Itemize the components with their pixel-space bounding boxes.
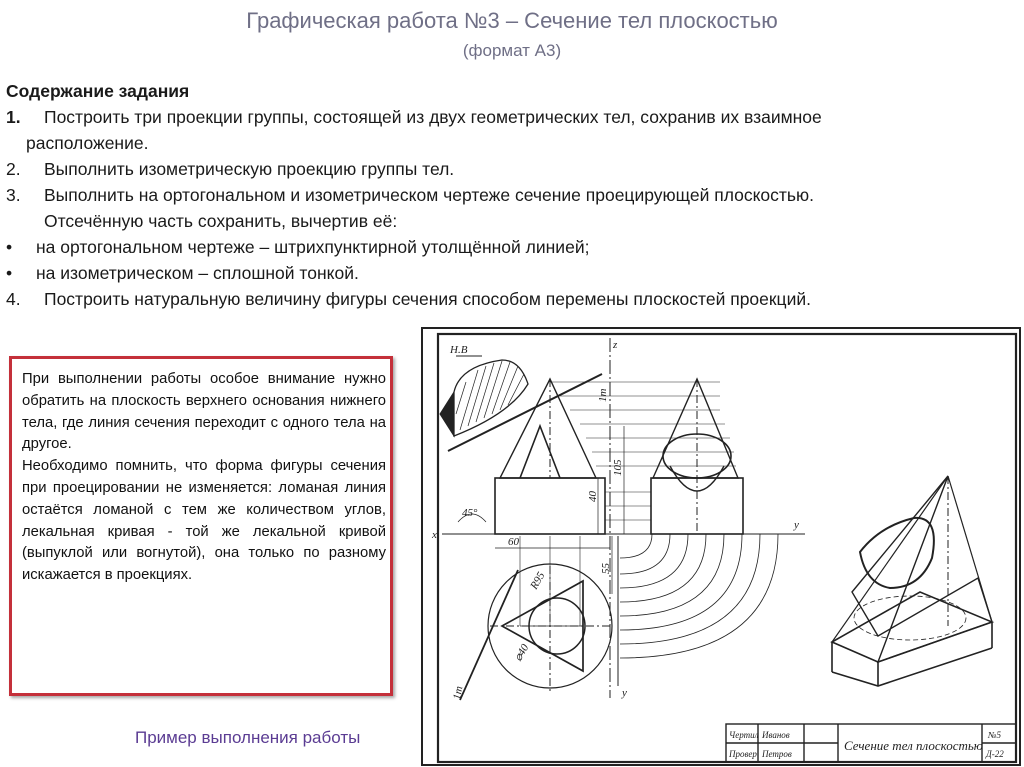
- task-item-3-cont: [6, 208, 1016, 234]
- note-paragraph-2: Необходимо помнить, что форма фигуры сечения при проецировании не изменяется: ломаная линия остаётся ломаной с тем же количеством углов, лекальная кривая - той же лекальной кривой (выпуклой или вогнутой), она только по разному искажается в проекциях.: [22, 458, 386, 584]
- task-bullet-1: [6, 234, 1016, 260]
- note-box: [9, 356, 393, 696]
- label-y: y: [794, 519, 799, 531]
- stamp-checked-label: Провер: [729, 749, 757, 759]
- stamp-name-2: Петров: [762, 749, 792, 759]
- dim-55: 55: [600, 563, 612, 574]
- stamp-name-1: Иванов: [762, 730, 790, 740]
- item-marker: 4.: [6, 289, 21, 309]
- iso-prism-top: [832, 592, 992, 662]
- item-text: Отсечённую часть сохранить, вычертив её:: [44, 211, 398, 231]
- front-cone: [500, 379, 596, 478]
- item-marker: 3.: [6, 185, 21, 205]
- item-text: на ортогональном чертеже – штрихпунктирной утолщённой линией;: [36, 237, 590, 257]
- transfer-arcs: [620, 534, 778, 658]
- example-caption: Пример выполнения работы: [135, 728, 361, 747]
- section-fill: [440, 392, 454, 436]
- label-1m-bottom: 1m: [451, 685, 466, 701]
- dim-d40: ⌀40: [512, 642, 532, 664]
- page-title: Графическая работа №3 – Сечение тел плоскостью: [246, 8, 778, 33]
- projection-lines: [520, 382, 736, 626]
- task-item-1-cont: [6, 130, 1016, 156]
- item-marker: 2.: [6, 159, 21, 179]
- note-paragraph-1: При выполнении работы особое внимание нужно обратить на плоскость верхнего основания нижнего тела, где линия сечения переходит с одного тела на другое.: [22, 371, 386, 453]
- iso-section: [860, 518, 934, 588]
- task-heading: Содержание задания: [6, 81, 190, 101]
- dim-60: 60: [508, 536, 519, 548]
- task-item-1: [6, 104, 1016, 130]
- label-45: 45°: [462, 507, 478, 519]
- stamp-number: №5: [988, 730, 1001, 740]
- stamp-title: Сечение тел плоскостью: [844, 738, 983, 753]
- stamp-drew-label: Чертил: [729, 730, 759, 740]
- task-item-3: [6, 182, 1016, 208]
- task-item-2: [6, 156, 1016, 182]
- item-marker: 1.: [6, 107, 21, 127]
- dim-40: 40: [587, 491, 599, 502]
- item-text: Построить натуральную величину фигуры сечения способом перемены плоскостей проекций.: [44, 289, 811, 309]
- dim-r95: R95: [528, 570, 548, 592]
- bullet-marker: •: [6, 237, 13, 257]
- label-x: x: [432, 529, 437, 541]
- side-cone: [653, 379, 738, 478]
- label-nv: Н.В: [450, 344, 468, 356]
- item-text: Построить три проекции группы, состоящей из двух геометрических тел, сохранив их взаимное: [44, 107, 822, 127]
- label-z: z: [613, 339, 618, 351]
- cutting-plane-top: [460, 570, 518, 700]
- task-item-4: [6, 286, 1016, 312]
- front-prism: [495, 478, 605, 534]
- item-text: расположение.: [26, 133, 149, 153]
- iso-cone-right: [948, 476, 992, 622]
- bullet-marker: •: [6, 263, 13, 283]
- label-1m: 1m: [597, 388, 609, 402]
- iso-outline: [852, 476, 992, 662]
- task-content: [6, 78, 1016, 312]
- item-text: Выполнить на ортогональном и изометрическом чертеже сечение проецирующей плоскостью.: [44, 185, 815, 205]
- cutting-plane-front: [448, 374, 602, 451]
- technical-drawing: [420, 326, 1024, 767]
- section-hatching: [456, 361, 524, 430]
- item-text: на изометрическом – сплошной тонкой.: [36, 263, 359, 283]
- page-subtitle: (формат А3): [462, 41, 562, 60]
- task-bullet-2: [6, 260, 1016, 286]
- label-y2: y: [622, 687, 627, 699]
- dim-105: 105: [612, 459, 624, 476]
- stamp-code: Д-22: [986, 749, 1004, 759]
- section-shape: [454, 360, 528, 436]
- item-text: Выполнить изометрическую проекцию группы тел.: [44, 159, 455, 179]
